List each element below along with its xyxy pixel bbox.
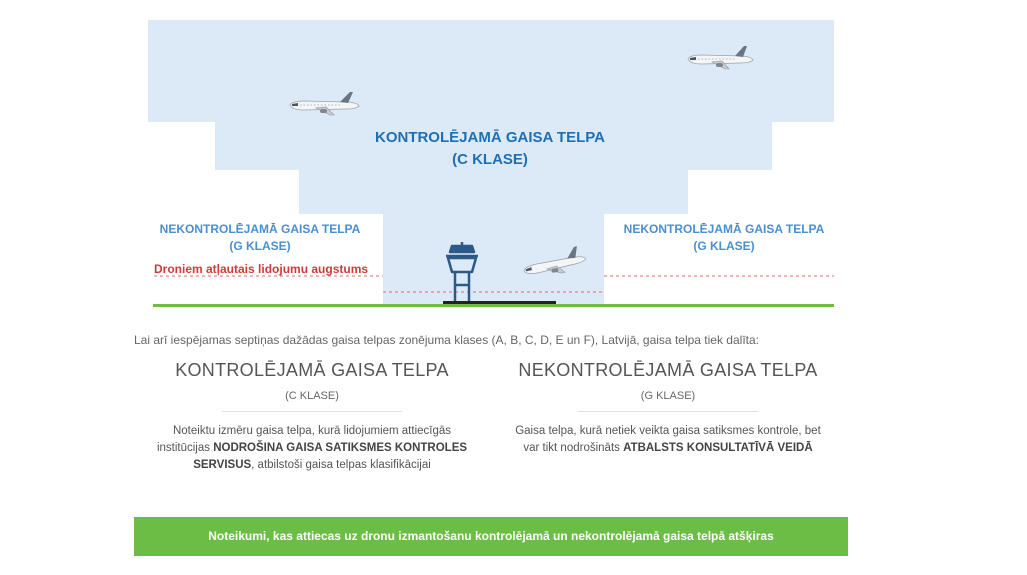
uncontrolled-column-description	[508, 423, 828, 457]
uncontrolled-left-title: NEKONTROLĒJAMĀ GAISA TELPA	[159, 222, 361, 236]
desc-bold-text: NODROŠINA GAISA SATIKSMES KONTROLES SERVISUS	[193, 442, 468, 471]
controlled-airspace-title: KONTROLĒJAMĀ GAISA TELPA	[374, 129, 605, 146]
uncontrolled-airspace-right-label	[604, 221, 844, 255]
uncontrolled-right-title: NEKONTROLĒJAMĀ GAISA TELPA	[623, 222, 825, 236]
ground-line	[153, 304, 834, 307]
uncontrolled-airspace-left-label	[140, 221, 380, 255]
uncontrolled-airspace-column	[508, 358, 828, 457]
rules-banner-button[interactable]: Noteikumi, kas attiecas uz dronu izmantošanu kontrolējamā un nekontrolējamā gaisa telpā atšķiras	[134, 517, 848, 556]
uncontrolled-column-class: (G KLASE)	[640, 390, 696, 402]
desc-bold-text: ATBALSTS KONSULTATĪVĀ VEIDĀ	[623, 442, 813, 454]
uncontrolled-right-class: (G KLASE)	[693, 239, 755, 253]
drone-altitude-label: Droniem atļautais lidojumu augstums	[154, 262, 369, 276]
controlled-airspace-column	[152, 358, 472, 474]
desc-text: Noteiktu izmēru gaisa telpa, kurā lidojumiem attiecīgās institūcijas	[156, 425, 452, 454]
desc-text: Gaisa telpa, kurā netiek veikta gaisa satiksmes kontrole, bet var tikt nodrošināts	[515, 425, 821, 454]
divider	[222, 411, 402, 412]
controlled-airspace-class: (C KLASE)	[452, 151, 528, 168]
divider	[578, 411, 758, 412]
controlled-airspace-label	[300, 127, 680, 171]
uncontrolled-left-class: (G KLASE)	[229, 239, 291, 253]
controlled-column-description	[152, 423, 472, 474]
controlled-column-title: KONTROLĒJAMĀ GAISA TELPA	[175, 360, 449, 380]
intro-text: Lai arī iespējamas septiņas dažādas gaisa telpas zonējuma klases (A, B, C, D, E un F), Latvijā, gaisa telpa tiek dalīta:	[134, 333, 759, 347]
desc-text: , atbilstoši gaisa telpas klasifikācijai	[251, 459, 431, 471]
airport-base	[443, 301, 556, 304]
controlled-column-class: (C KLASE)	[285, 390, 339, 402]
uncontrolled-column-title: NEKONTROLĒJAMĀ GAISA TELPA	[518, 360, 818, 380]
